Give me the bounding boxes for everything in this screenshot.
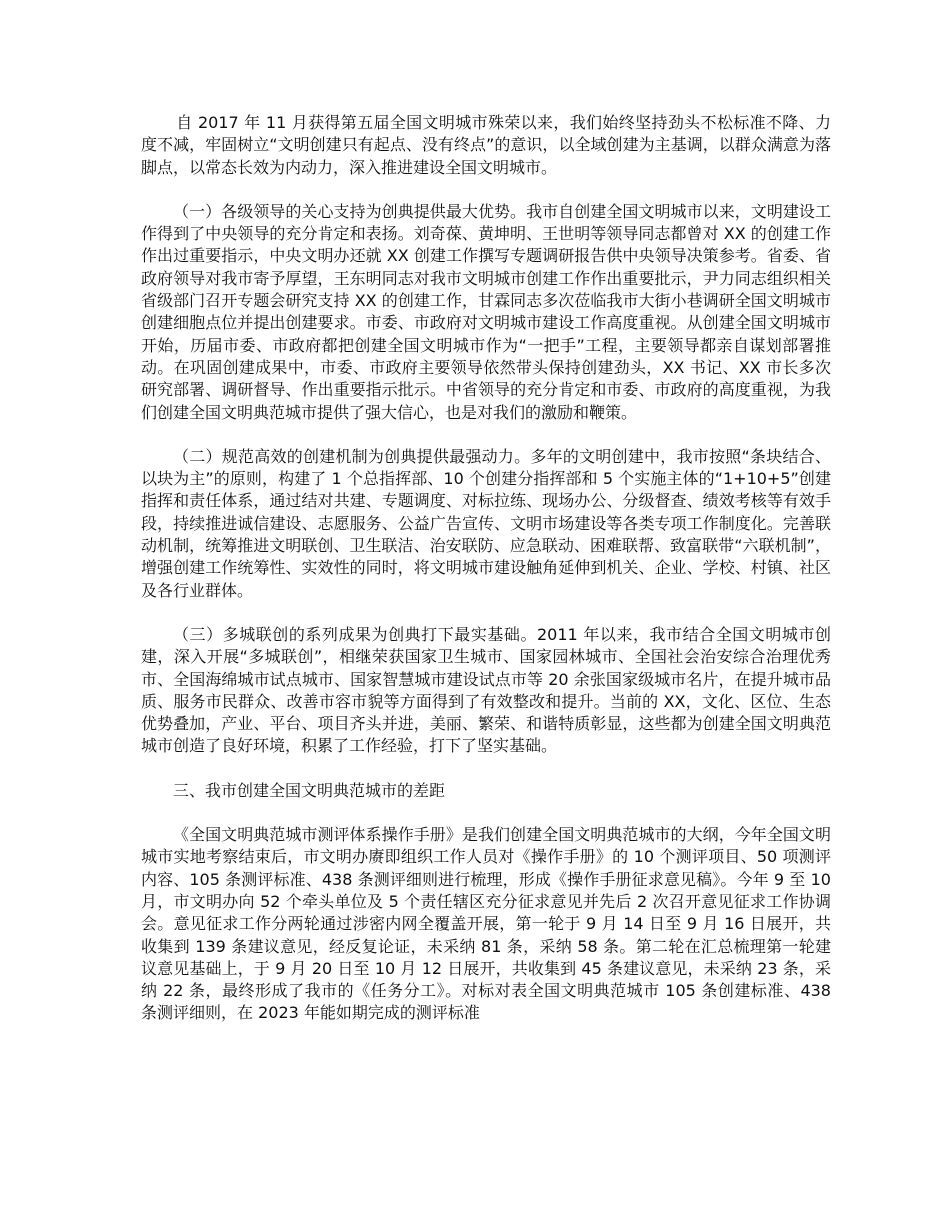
paragraph-section-3: （三）多城联创的系列成果为创典打下最实基础。2011 年以来，我市结合全国文明城市创建，深入开展“多城联创”，相继荣获国家卫生城市、国家园林城市、全国社会治安综合治理优秀市、全国海绵城市试点城市、国家智慧城市建设试点市等 20 余张国家级城市名片，在提升城市品质、服务市民群众、改善市容市貌等方面得到了有效整改和提升。当前的 XX，文化、区位、生态优势叠加，产业、平台、项目齐头并进，美丽、繁荣、和谐特质彰显，这些都为创建全国文明典范城市创造了良好环境，积累了工作经验，打下了坚实基础。 [141, 624, 831, 756]
paragraph-manual: 《全国文明典范城市测评体系操作手册》是我们创建全国文明典范城市的大纲，今年全国文明城市实地考察结束后，市文明办赓即组织工作人员对《操作手册》的 10 个测评项目、50 项测评内容、105 条测评标准、438 条测评细则进行梳理，形成《操作手册征求意见稿》。今年 9 至 10 月，市文明办向 52 个牵头单位及 5 个责任辖区充分征求意见并先后 2 次召开意见征求工作协调会。意见征求工作分两轮通过涉密内网全覆盖开展，第一轮于 9 月 14 日至 9 月 16 日展开，共收集到 139 条建议意见，经反复论证，未采纳 81 条，采纳 58 条。第二轮在汇总梳理第一轮建议意见基础上，于 9 月 20 日至 10 月 12 日展开，共收集到 45 条建议意见，未采纳 23 条，采纳 22 条，最终形成了我市的《任务分工》。对标对表全国文明典范城市 105 条创建标准、438 条测评细则，在 2023 年能如期完成的测评标准 [141, 825, 831, 1023]
paragraph-intro: 自 2017 年 11 月获得第五届全国文明城市殊荣以来，我们始终坚持劲头不松标准不降、力度不减，牢固树立“文明创建只有起点、没有终点”的意识，以全域创建为主基调，以群众满意为落脚点，以常态长效为内动力，深入推进建设全国文明城市。 [141, 113, 831, 177]
document-page [141, 112, 831, 1047]
section-heading-gaps: 三、我市创建全国文明典范城市的差距 [173, 780, 446, 800]
paragraph-section-1: （一）各级领导的关心支持为创典提供最大优势。我市自创建全国文明城市以来，文明建设工作得到了中央领导的充分肯定和表扬。刘奇葆、黄坤明、王世明等领导同志都曾对 XX 的创建工作作出过重要指示，中央文明办还就 XX 创建工作撰写专题调研报告供中央领导决策参考。省委、省政府领导对我市寄予厚望，王东明同志对我市文明城市创建工作作出重要批示，尹力同志组织相关省级部门召开专题会研究支持 XX 的创建工作，甘霖同志多次莅临我市大街小巷调研全国文明城市创建细胞点位并提出创建要求。市委、市政府对文明城市建设工作高度重视。从创建全国文明城市开始，历届市委、市政府都把创建全国文明城市作为“一把手”工程，主要领导都亲自谋划部署推动。在巩固创建成果中，市委、市政府主要领导依然带头保持创建劲头，XX 书记、XX 市长多次研究部署、调研督导、作出重要指示批示。中省领导的充分肯定和市委、市政府的高度重视，为我们创建全国文明典范城市提供了强大信心，也是对我们的激励和鞭策。 [141, 201, 831, 422]
paragraph-section-2: （二）规范高效的创建机制为创典提供最强动力。多年的文明创建中，我市按照“条块结合、以块为主”的原则，构建了 1 个总指挥部、10 个创建分指挥部和 5 个实施主体的“1+10+5”创建指挥和责任体系，通过结对共建、专题调度、对标拉练、现场办公、分级督查、绩效考核等有效手段，持续推进诚信建设、志愿服务、公益广告宣传、文明市场建设等各类专项工作制度化。完善联动机制，统筹推进文明联创、卫生联洁、治安联防、应急联动、困难联帮、致富联带“六联机制”，增强创建工作统筹性、实效性的同时，将文明城市建设触角延伸到机关、企业、学校、村镇、社区及各行业群体。 [141, 446, 831, 600]
